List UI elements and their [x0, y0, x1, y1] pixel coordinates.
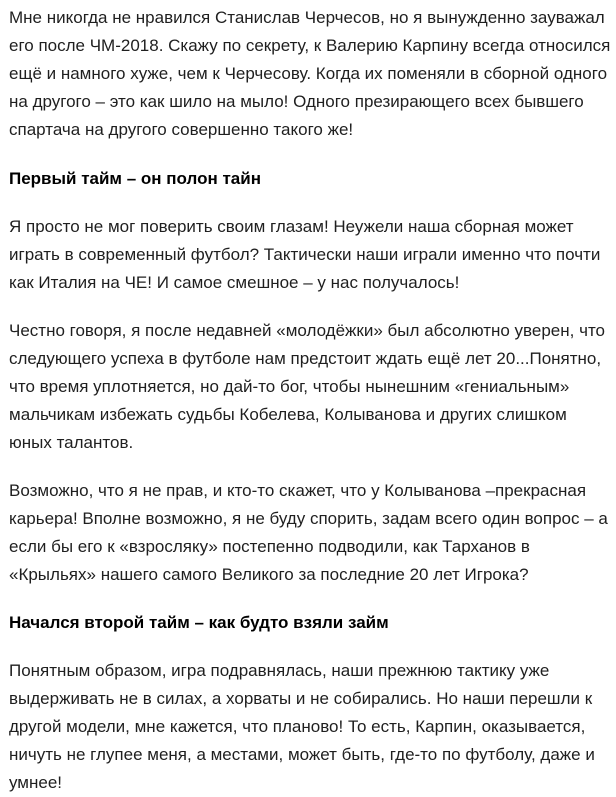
article-paragraph-5: Понятным образом, игра подравнялась, наши прежнюю тактику уже выдерживать не в силах, а хорваты и не собирались. Но наши перешли к другой модели, мне кажется, что планово! То есть, Карпин, оказывается, ничуть не глупее меня, а местами, может быть, где-то по футболу, даже и умнее! — [9, 661, 595, 792]
article-paragraph-4: Возможно, что я не прав, и кто-то скажет, что у Колыванова –прекрасная карьера! Вполне возможно, я не буду спорить, задам всего один вопрос – а если бы его к «взросляку» постепенно подводили, как Тарханов в «Крыльях» нашего самого Великого за последние 20 лет Игрока? — [9, 481, 608, 584]
article-paragraph-1: Мне никогда не нравился Станислав Черчесов, но я вынужденно зауважал его после ЧМ-2018. Скажу по секрету, к Валерию Карпину всегда относился ещё и намного хуже, чем к Черчесову. Когда их поменяли в сборной одного на другого – это как шило на мыло! Одного презирающего всех бывшего спартача на другого совершенно такого же! — [9, 8, 611, 139]
section-heading-second-half: Начался второй тайм – как будто взяли займ — [9, 613, 389, 632]
article-body — [9, 4, 611, 797]
section-heading-first-half: Первый тайм – он полон тайн — [9, 169, 261, 188]
article-paragraph-2: Я просто не мог поверить своим глазам! Неужели наша сборная может играть в современный футбол? Тактически наши играли именно что почти как Италия на ЧЕ! И самое смешное – у нас получалось! — [9, 217, 601, 292]
article-paragraph-3: Честно говоря, я после недавней «молодёжки» был абсолютно уверен, что следующего успеха в футболе нам предстоит ждать ещё лет 20...Понятно, что время уплотняется, но дай-то бог, чтобы нынешним «гениальным» мальчикам избежать судьбы Кобелева, Колыванова и других слишком юных талантов. — [9, 321, 605, 452]
